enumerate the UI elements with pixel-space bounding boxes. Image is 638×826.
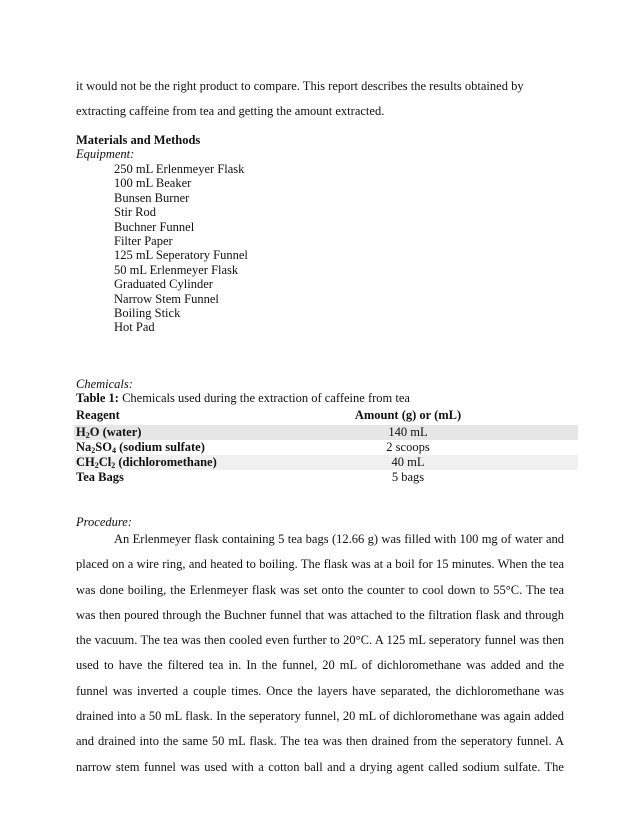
procedure-line: drained into a 50 mL flask. In the seperatory funnel, 20 mL of dichloromethane was again added: [76, 709, 564, 724]
section-heading: Materials and Methods: [76, 133, 201, 147]
equipment-item: Hot Pad: [114, 320, 155, 335]
equipment-item: 100 mL Beaker: [114, 176, 192, 191]
procedure-line: was done boiling, the Erlenmeyer flask was set onto the counter to cool down to 55°C. The tea: [76, 582, 564, 597]
equipment-item: Graduated Cylinder: [114, 277, 213, 292]
table-row: [74, 425, 578, 440]
reagent-cell: $H_2O$ (water): [74, 425, 238, 440]
equipment-item: 250 mL Erlenmeyer Flask: [114, 162, 245, 176]
amount-cell: 140 mL: [238, 425, 578, 440]
procedure-line: and drained into the same 50 mL flask. The tea was then drained from the seperatory funnel. A: [76, 734, 564, 749]
procedure-line: was then poured through the Buchner funnel that was attached to the filtration flask and through: [76, 607, 564, 622]
intro-line: extracting caffeine from tea and getting the amount extracted.: [76, 104, 385, 118]
procedure-line: An Erlenmeyer flask containing 5 tea bags (12.66 g) was filled with 100 mg of water and: [114, 532, 564, 546]
equipment-label: Equipment:: [76, 147, 135, 161]
procedure-line: used to have the filtered tea in. In the funnel, 20 mL of dichloromethane was added and the: [76, 658, 564, 673]
intro-line: it would not be the right product to compare. This report describes the results obtained by: [76, 79, 524, 93]
header-amount: Amount (g) or (mL): [354, 407, 462, 422]
reagent-cell: $Na_2SO_4$ (sodium sulfate): [76, 440, 205, 455]
amount-cell: 40 mL: [238, 455, 578, 470]
procedure-line: funnel was inverted a couple times. Once the layers have separated, the dichloromethane was: [76, 683, 564, 698]
procedure-line: the vacuum. The tea was then cooled even further to 20°C. A 125 mL seperatory funnel was then: [76, 633, 564, 648]
procedure-label: Procedure:: [76, 515, 132, 529]
procedure-line: placed on a wire ring, and heated to boiling. The flask was at a boil for 15 minutes. When the tea: [76, 557, 564, 572]
equipment-item: 125 mL Seperatory Funnel: [114, 248, 248, 263]
equipment-item: Boiling Stick: [114, 306, 181, 321]
table-caption-text: Chemicals used during the extraction of caffeine from tea: [118, 391, 410, 405]
table-caption-number: Table 1:: [76, 391, 119, 405]
equipment-item: Buchner Funnel: [114, 219, 195, 234]
chemicals-label: Chemicals:: [76, 377, 133, 391]
equipment-list: [114, 162, 248, 335]
equipment-item: Filter Paper: [114, 234, 173, 249]
chemicals-table: [74, 405, 578, 485]
amount-cell: 5 bags: [391, 470, 425, 484]
reagent-cell: $CH_2Cl_2$ (dichloromethane): [74, 455, 238, 470]
reagent-cell: Tea Bags: [76, 470, 124, 484]
table-row: [74, 440, 578, 455]
header-reagent: Reagent: [76, 407, 120, 422]
amount-cell: 2 scoops: [386, 440, 430, 454]
table-row: [74, 455, 578, 470]
table-header-row: [74, 405, 578, 425]
intro-paragraph: [76, 74, 576, 124]
table-caption: [76, 391, 410, 406]
equipment-item: Stir Rod: [114, 205, 157, 220]
procedure-paragraph: [76, 527, 564, 780]
table-row: [74, 470, 578, 485]
procedure-line: narrow stem funnel was used with a cotton ball and a drying agent called sodium sulfate. The: [76, 759, 564, 774]
equipment-item: Narrow Stem Funnel: [114, 291, 219, 306]
equipment-item: 50 mL Erlenmeyer Flask: [114, 262, 239, 277]
equipment-item: Bunsen Burner: [114, 190, 190, 205]
